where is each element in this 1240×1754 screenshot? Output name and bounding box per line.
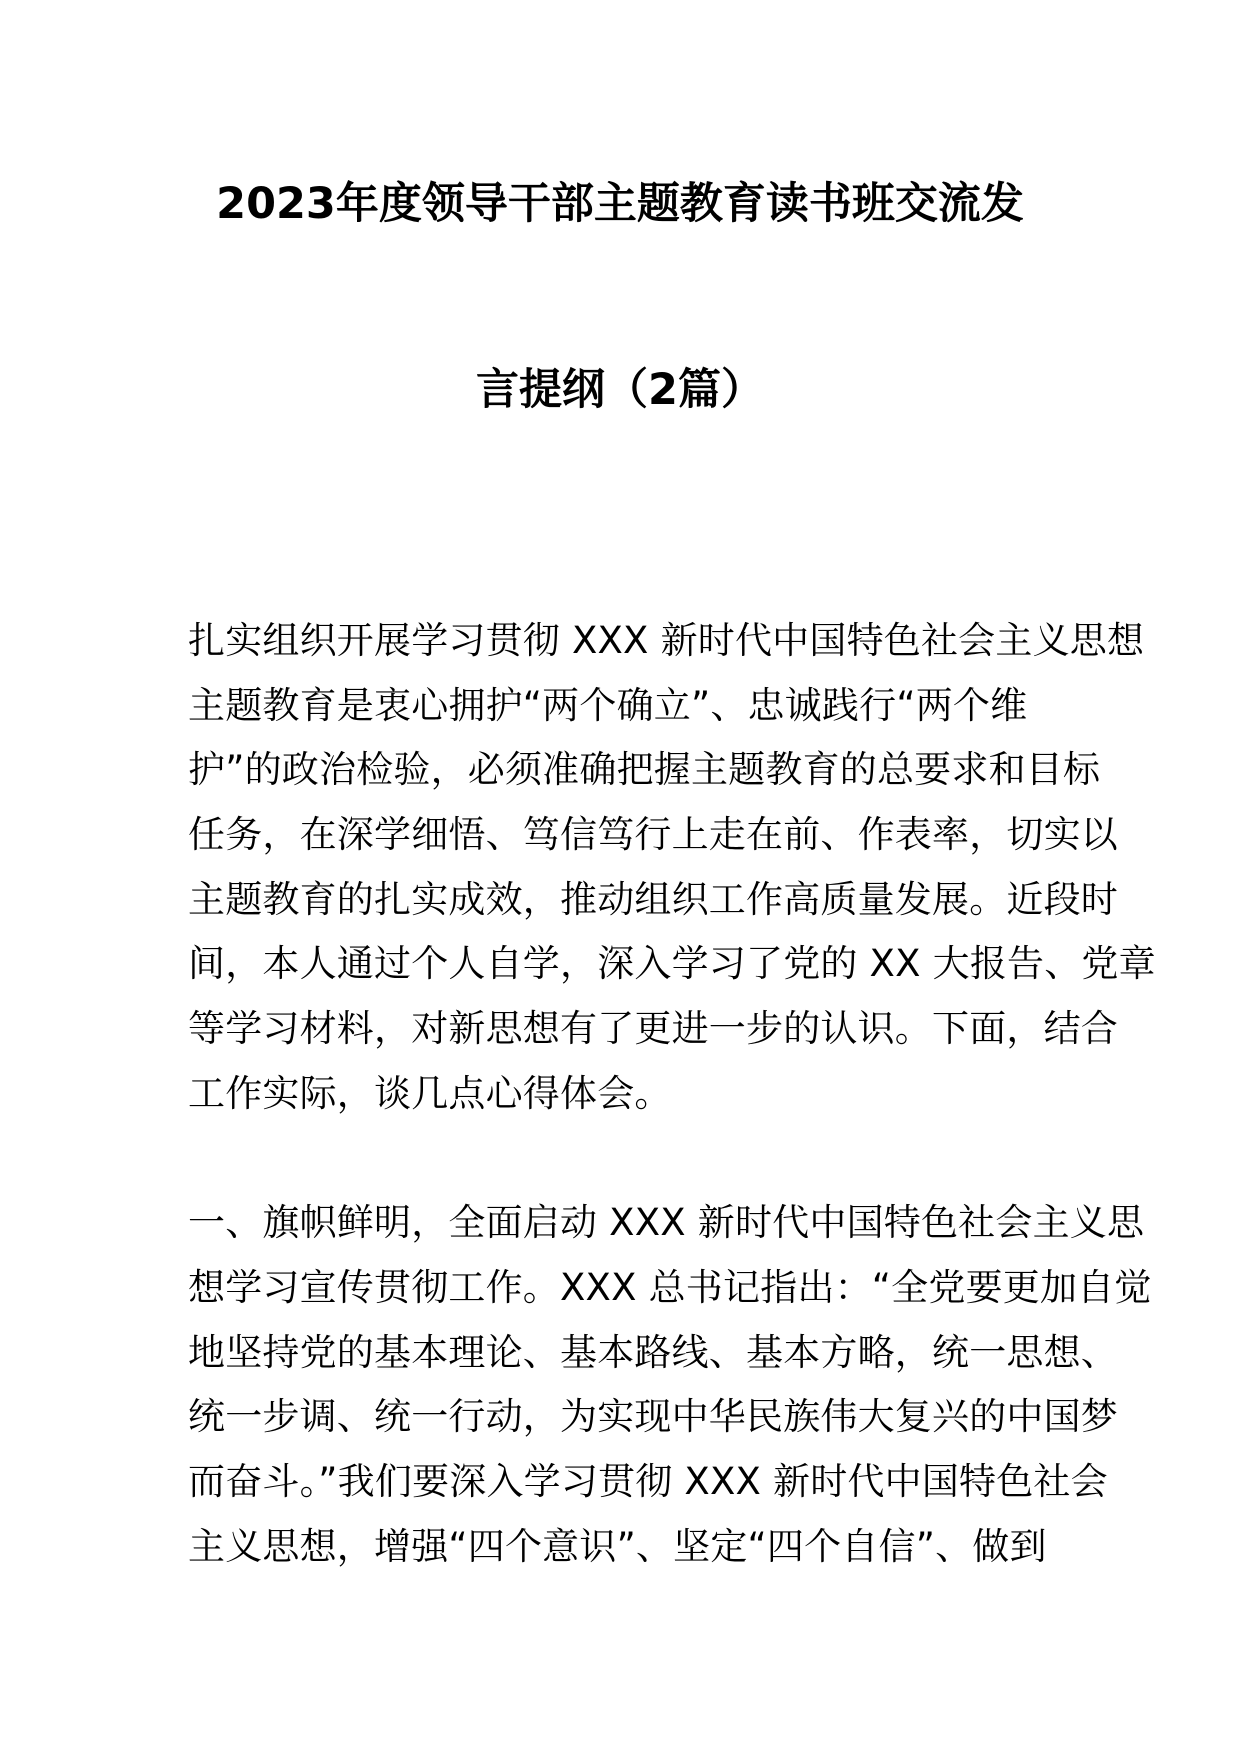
paragraph-line: 任务，在深学细悟、笃信笃行上走在前、作表率，切实以 bbox=[188, 813, 1118, 856]
paragraph-line: 主题教育的扎实成效，推动组织工作高质量发展。近段时 bbox=[188, 878, 1118, 921]
document-title-line-2: 言提纲（2篇） bbox=[476, 365, 764, 415]
paragraph-line: 地坚持党的基本理论、基本路线、基本方略，统一思想、 bbox=[188, 1331, 1118, 1374]
paragraph-line: 一、旗帜鲜明，全面启动 XXX 新时代中国特色社会主义思 bbox=[188, 1201, 1145, 1244]
paragraph-line: 间，本人通过个人自学，深入学习了党的 XX 大报告、党章 bbox=[188, 942, 1156, 985]
paragraph-line: 想学习宣传贯彻工作。XXX 总书记指出：“全党要更加自觉 bbox=[188, 1266, 1152, 1309]
paragraph-line: 护”的政治检验，必须准确把握主题教育的总要求和目标 bbox=[188, 748, 1101, 791]
document-title-line-1: 2023年度领导干部主题教育读书班交流发 bbox=[216, 179, 1024, 229]
paragraph-line: 工作实际，谈几点心得体会。 bbox=[188, 1072, 672, 1115]
paragraph-line: 主题教育是衷心拥护“两个确立”、忠诚践行“两个维 bbox=[188, 684, 1028, 727]
paragraph-line: 扎实组织开展学习贯彻 XXX 新时代中国特色社会主义思想 bbox=[188, 619, 1145, 662]
paragraph-line: 主义思想，增强“四个意识”、坚定“四个自信”、做到 bbox=[188, 1525, 1047, 1568]
paragraph-line: 等学习材料，对新思想有了更进一步的认识。下面，结合 bbox=[188, 1007, 1118, 1050]
paragraph-line: 而奋斗。”我们要深入学习贯彻 XXX 新时代中国特色社会 bbox=[188, 1460, 1108, 1503]
paragraph-line: 统一步调、统一行动，为实现中华民族伟大复兴的中国梦 bbox=[188, 1395, 1118, 1438]
